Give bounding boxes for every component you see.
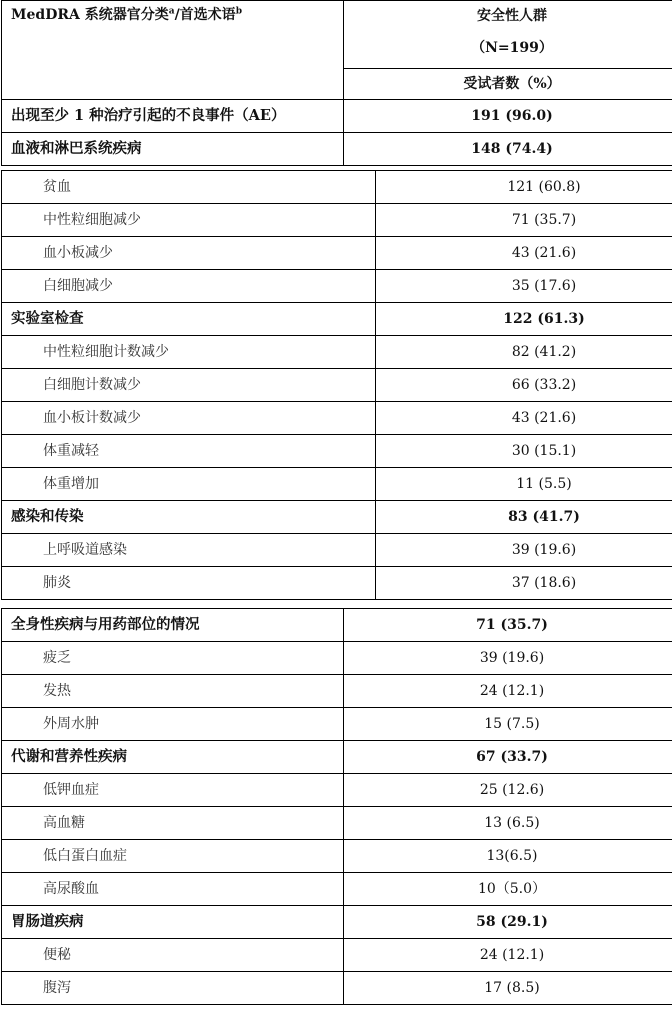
header-soc-pt: MedDRA 系统器官分类$^a$/首选术语$^b$ xyxy=(2,1,344,100)
subject-count-value: 191 (96.0) xyxy=(344,100,672,133)
subject-count-value: 15 (7.5) xyxy=(344,708,672,741)
ae-table-part2 xyxy=(1,170,672,600)
subject-count-value: 83 (41.7) xyxy=(376,501,672,534)
subject-count-value: 71 (35.7) xyxy=(344,609,672,642)
preferred-term-label: 体重减轻 xyxy=(2,435,376,468)
term-row xyxy=(2,708,672,741)
preferred-term-label: 血小板计数减少 xyxy=(2,402,376,435)
preferred-term-label: 疲乏 xyxy=(2,642,344,675)
subject-count-value: 24 (12.1) xyxy=(344,675,672,708)
ae-table-part1 xyxy=(1,0,672,166)
subject-count-value: 10（5.0） xyxy=(344,873,672,906)
preferred-term-label: 腹泻 xyxy=(2,972,344,1005)
preferred-term-label: 低钾血症 xyxy=(2,774,344,807)
subject-count-value: 43 (21.6) xyxy=(376,402,672,435)
preferred-term-label: 白细胞减少 xyxy=(2,270,376,303)
system-organ-class-label: 全身性疾病与用药部位的情况 xyxy=(2,609,344,642)
preferred-term-label: 中性粒细胞减少 xyxy=(2,204,376,237)
preferred-term-label: 白细胞计数减少 xyxy=(2,369,376,402)
subject-count-value: 11 (5.5) xyxy=(376,468,672,501)
preferred-term-label: 高血糖 xyxy=(2,807,344,840)
term-row xyxy=(2,435,672,468)
system-organ-class-label: 胃肠道疾病 xyxy=(2,906,344,939)
header-population: 安全性人群 xyxy=(344,1,672,34)
subject-count-value: 71 (35.7) xyxy=(376,204,672,237)
header-n: （N=199） xyxy=(344,33,672,69)
ae-table-part3 xyxy=(1,608,672,1005)
subject-count-value: 121 (60.8) xyxy=(376,171,672,204)
term-row xyxy=(2,840,672,873)
subject-count-value: 30 (15.1) xyxy=(376,435,672,468)
preferred-term-label: 肺炎 xyxy=(2,567,376,600)
system-organ-class-label: 感染和传染 xyxy=(2,501,376,534)
subject-count-value: 25 (12.6) xyxy=(344,774,672,807)
subject-count-value: 13 (6.5) xyxy=(344,807,672,840)
header-unit: 受试者数（%） xyxy=(344,69,672,100)
system-organ-class-label: 代谢和营养性疾病 xyxy=(2,741,344,774)
subject-count-value: 13(6.5) xyxy=(344,840,672,873)
subject-count-value: 37 (18.6) xyxy=(376,567,672,600)
category-row xyxy=(2,501,672,534)
term-row xyxy=(2,972,672,1005)
preferred-term-label: 贫血 xyxy=(2,171,376,204)
term-row xyxy=(2,270,672,303)
term-row xyxy=(2,534,672,567)
subject-count-value: 122 (61.3) xyxy=(376,303,672,336)
system-organ-class-label: 血液和淋巴系统疾病 xyxy=(2,133,344,166)
term-row xyxy=(2,939,672,972)
subject-count-value: 39 (19.6) xyxy=(344,642,672,675)
subject-count-value: 24 (12.1) xyxy=(344,939,672,972)
subject-count-value: 35 (17.6) xyxy=(376,270,672,303)
preferred-term-label: 血小板减少 xyxy=(2,237,376,270)
term-row xyxy=(2,675,672,708)
category-row xyxy=(2,133,672,166)
subject-count-value: 82 (41.2) xyxy=(376,336,672,369)
term-row xyxy=(2,468,672,501)
system-organ-class-label: 实验室检查 xyxy=(2,303,376,336)
term-row xyxy=(2,774,672,807)
preferred-term-label: 上呼吸道感染 xyxy=(2,534,376,567)
subject-count-value: 17 (8.5) xyxy=(344,972,672,1005)
term-row xyxy=(2,237,672,270)
preferred-term-label: 高尿酸血 xyxy=(2,873,344,906)
subject-count-value: 66 (33.2) xyxy=(376,369,672,402)
term-row xyxy=(2,369,672,402)
system-organ-class-label: 出现至少 1 种治疗引起的不良事件（AE） xyxy=(2,100,344,133)
subject-count-value: 148 (74.4) xyxy=(344,133,672,166)
category-row xyxy=(2,303,672,336)
preferred-term-label: 外周水肿 xyxy=(2,708,344,741)
subject-count-value: 39 (19.6) xyxy=(376,534,672,567)
category-row xyxy=(2,741,672,774)
term-row xyxy=(2,171,672,204)
category-row xyxy=(2,100,672,133)
preferred-term-label: 低白蛋白血症 xyxy=(2,840,344,873)
preferred-term-label: 体重增加 xyxy=(2,468,376,501)
category-row xyxy=(2,906,672,939)
preferred-term-label: 中性粒细胞计数减少 xyxy=(2,336,376,369)
term-row xyxy=(2,807,672,840)
subject-count-value: 67 (33.7) xyxy=(344,741,672,774)
subject-count-value: 58 (29.1) xyxy=(344,906,672,939)
term-row xyxy=(2,402,672,435)
category-row xyxy=(2,609,672,642)
preferred-term-label: 便秘 xyxy=(2,939,344,972)
term-row xyxy=(2,873,672,906)
term-row xyxy=(2,204,672,237)
term-row xyxy=(2,642,672,675)
term-row xyxy=(2,567,672,600)
subject-count-value: 43 (21.6) xyxy=(376,237,672,270)
preferred-term-label: 发热 xyxy=(2,675,344,708)
term-row xyxy=(2,336,672,369)
